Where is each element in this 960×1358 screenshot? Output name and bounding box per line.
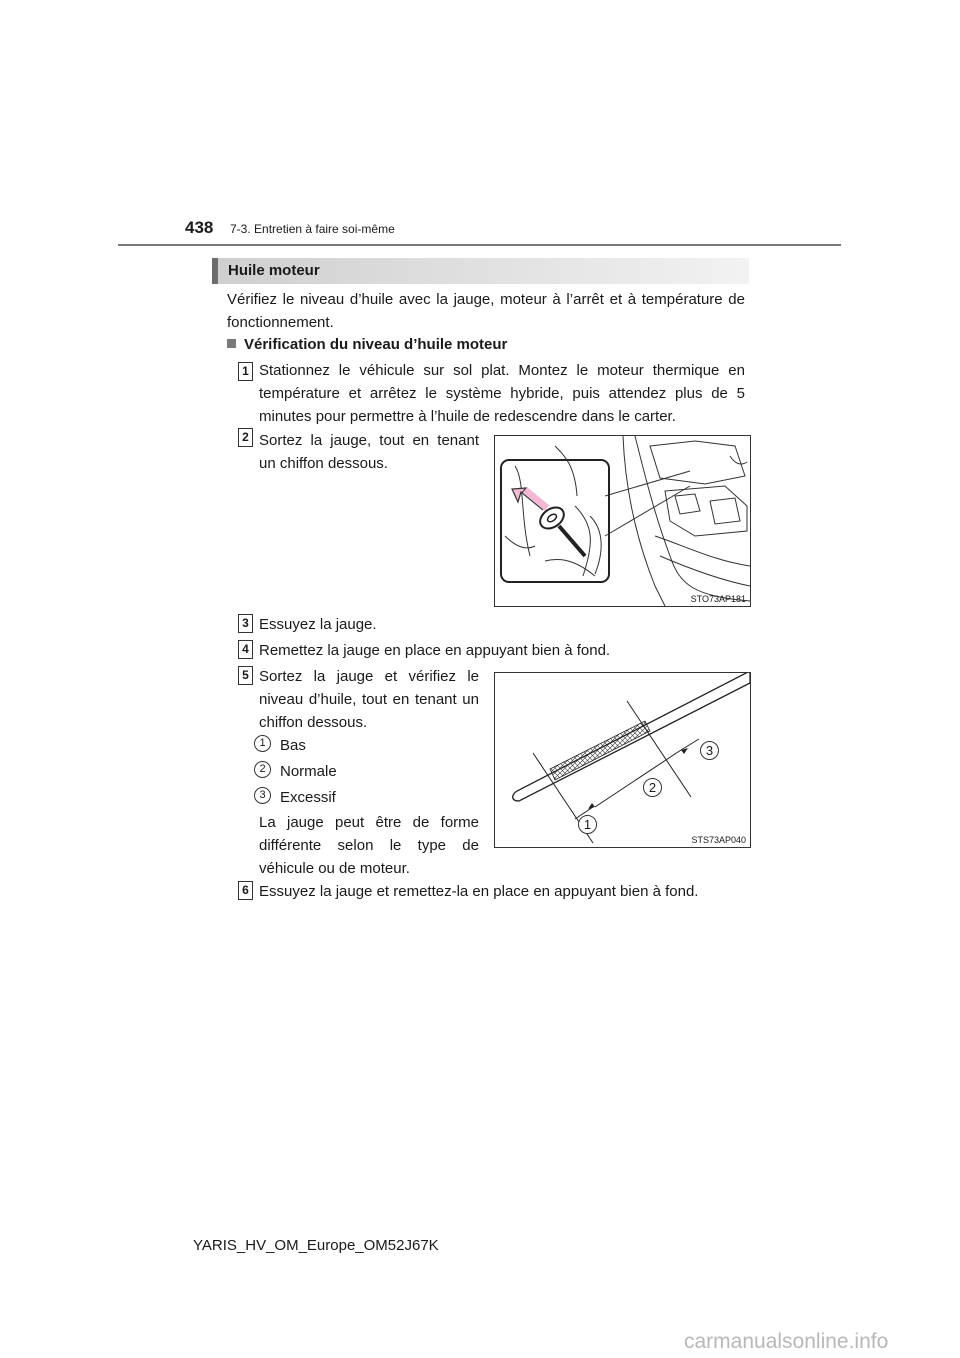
bullet-square-icon — [227, 339, 236, 348]
step-3-text: Essuyez la jauge. — [259, 616, 377, 633]
legend-callout-1: 1 — [254, 735, 271, 752]
dipstick-callout-3: 3 — [700, 741, 719, 760]
legend-label-normal: Normale — [280, 763, 337, 780]
subheading — [227, 334, 507, 356]
legend-callout-3: 3 — [254, 787, 271, 804]
engine-figure-code: STO73AP181 — [690, 594, 746, 604]
legend-label-low: Bas — [280, 737, 306, 754]
step-badge-2: 2 — [238, 428, 253, 447]
step-2-text: Sortez la jauge, tout en tenant un chiffon dessous. — [259, 432, 479, 472]
section-title: 7-3. Entretien à faire soi-même — [230, 222, 395, 236]
watermark: carmanualsonline.info — [684, 1330, 889, 1353]
step-badge-6: 6 — [238, 881, 253, 900]
dipstick-callout-1: 1 — [578, 815, 597, 834]
document-code: YARIS_HV_OM_Europe_OM52J67K — [193, 1237, 439, 1254]
step-badge-4: 4 — [238, 640, 253, 659]
step-5-text: Sortez la jauge et vérifiez le niveau d’huile, tout en tenant un chiffon dessous. — [259, 668, 479, 731]
dipstick-figure-code: STS73AP040 — [691, 835, 746, 845]
page-number: 438 — [185, 218, 214, 237]
step-4-text: Remettez la jauge en place en appuyant bien à fond. — [259, 642, 611, 659]
dipstick-illustration — [495, 673, 750, 847]
intro-text: Vérifiez le niveau d’huile avec la jauge, moteur à l’arrêt et à température de fonctionnement. — [227, 291, 745, 331]
legend-callout-2: 2 — [254, 761, 271, 778]
section-heading: Huile moteur — [212, 258, 749, 284]
dipstick-callout-2: 2 — [643, 778, 662, 797]
step-1-text: Stationnez le véhicule sur sol plat. Montez le moteur thermique en température et arrêtez le système hybride, puis attendez plus de 5 minutes pour permettre à l’huile de redescendre dans le carter. — [259, 362, 745, 425]
step-badge-1: 1 — [238, 362, 253, 381]
dipstick-level-figure — [494, 672, 751, 848]
step-badge-3: 3 — [238, 614, 253, 633]
engine-dipstick-figure — [494, 435, 751, 607]
dipstick-note: La jauge peut être de forme différente selon le type de véhicule ou de moteur. — [259, 814, 479, 877]
engine-bay-illustration — [495, 436, 750, 606]
legend-label-excess: Excessif — [280, 789, 336, 806]
header-divider — [118, 244, 841, 246]
step-badge-5: 5 — [238, 666, 253, 685]
step-6-text: Essuyez la jauge et remettez-la en place en appuyant bien à fond. — [259, 883, 699, 900]
subheading-label: Vérification du niveau d’huile moteur — [244, 336, 508, 353]
